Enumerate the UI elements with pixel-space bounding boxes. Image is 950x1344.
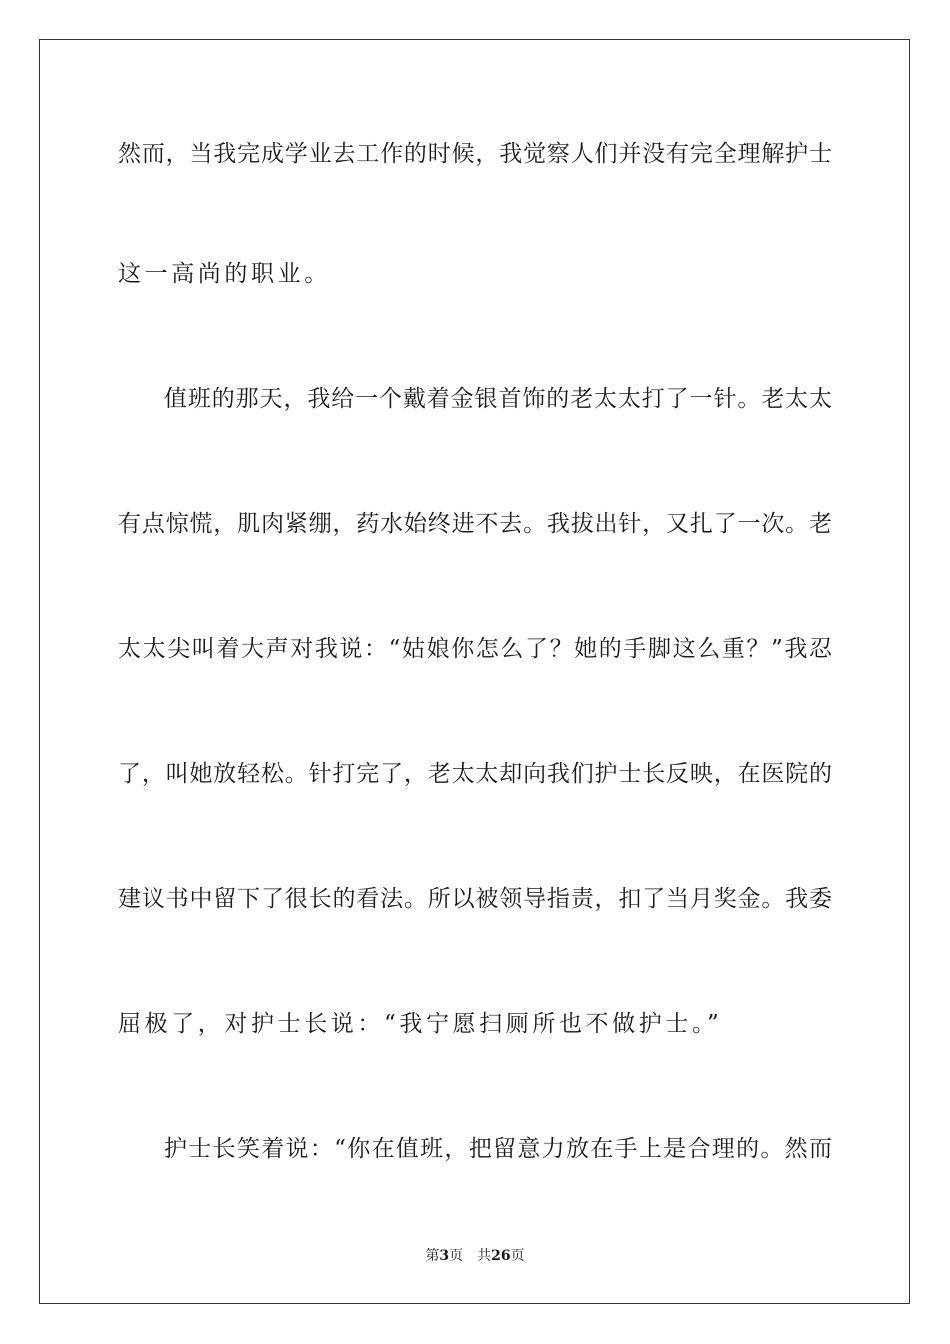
text-line-3: 值班的那天，我给一个戴着金银首饰的老太太打了一针。老太太 [164,386,832,412]
text-line-8: 屈极了，对护士长说：“我宁愿扫厕所也不做护士。” [118,1011,723,1037]
text-line-2: 这一高尚的职业。 [118,261,331,287]
footer-page-total: 26 [491,1248,511,1264]
page-footer [0,1247,950,1265]
text-line-5: 太太尖叫着大声对我说：“姑娘你怎么了？她的手脚这么重？”我忍 [118,636,832,662]
footer-page-prefix: 第 [425,1248,440,1264]
footer-total-prefix: 共 [477,1248,492,1264]
footer-total-suffix: 页 [510,1248,525,1264]
page-border [39,39,910,1304]
text-line-9: 护士长笑着说：“你在值班，把留意力放在手上是合理的。然而 [164,1136,832,1162]
footer-page-current: 3 [439,1248,450,1264]
text-line-1: 然而，当我完成学业去工作的时候，我觉察人们并没有完全理解护士 [118,141,832,167]
text-line-6: 了，叫她放轻松。针打完了，老太太却向我们护士长反映，在医院的 [118,761,832,787]
text-line-7: 建议书中留下了很长的看法。所以被领导指责，扣了当月奖金。我委 [118,886,832,912]
text-line-4: 有点惊慌，肌肉紧绷，药水始终进不去。我拔出针，又扎了一次。老 [118,511,832,537]
footer-page-suffix: 页 [449,1248,464,1264]
